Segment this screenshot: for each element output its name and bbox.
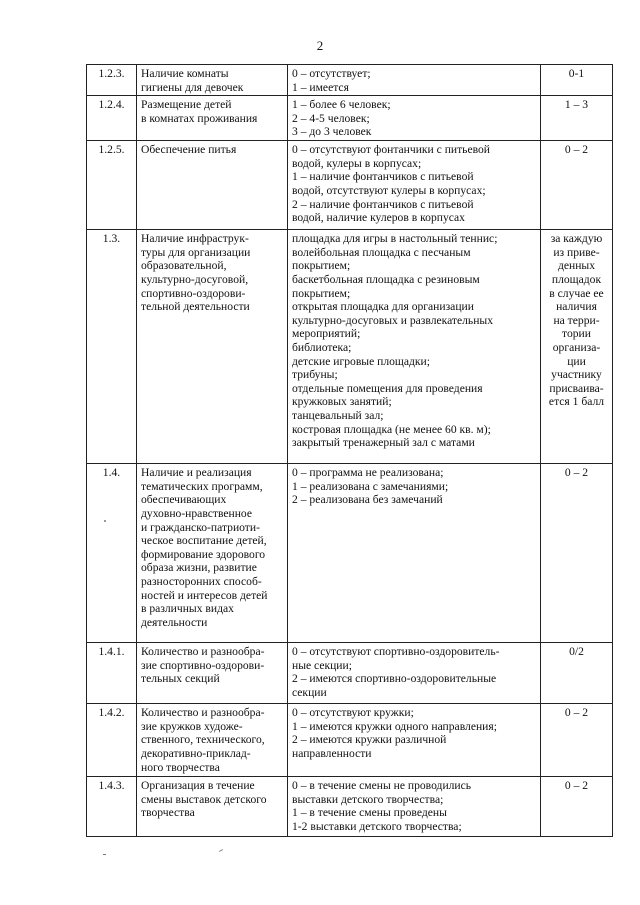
criterion-name-line: тематических программ, [141, 479, 263, 493]
table-row [87, 65, 613, 96]
criterion-score-line: в случае ее [549, 286, 604, 300]
criterion-description-line: водой, кулеры в корпусах; [292, 156, 422, 170]
criterion-description-line: 1 – наличие фонтанчиков с питьевой [292, 170, 474, 184]
criterion-score [541, 65, 613, 96]
criterion-name-line: спортивно-оздорови- [141, 286, 246, 300]
criterion-description-line: 2 – наличие фонтанчиков с питьевой [292, 197, 474, 211]
criterion-description-line: отдельные помещения для проведения [292, 381, 483, 395]
criterion-description-line: направленности [292, 746, 372, 760]
criterion-name-line: тельных секций [141, 672, 220, 686]
criterion-description-line: водой, отсутствуют кулеры в корпусах; [292, 183, 486, 197]
criterion-description [288, 704, 541, 777]
table-row [87, 230, 613, 464]
criterion-description-line: 1-2 выставки детского творчества; [292, 819, 462, 833]
criterion-score [541, 141, 613, 230]
table-row [87, 643, 613, 704]
criterion-number: 1.4.3. [87, 777, 137, 837]
table-row [87, 704, 613, 777]
criterion-name-line: зие кружков художе- [141, 719, 243, 733]
criterion-description-line: покрытием; [292, 286, 351, 300]
criterion-name-line: образа жизни, развитие [141, 561, 257, 575]
criterion-name-line: деятельности [141, 615, 208, 629]
criterion-score-line: наличия [556, 300, 597, 314]
criterion-description-line: закрытый тренажерный зал с матами [292, 436, 475, 450]
scan-speck [219, 849, 223, 852]
criterion-name [137, 65, 288, 96]
criterion-description [288, 643, 541, 704]
criterion-number: 1.3. [87, 230, 137, 464]
criterion-name-line: в комнатах проживания [141, 111, 258, 125]
criterion-description-line: выставки детского творчества; [292, 792, 444, 806]
criterion-number: 1.2.5. [87, 141, 137, 230]
scan-speck [103, 854, 106, 855]
criterion-description [288, 141, 541, 230]
criterion-description-line: 1 – имеются кружки одного направления; [292, 719, 497, 733]
criterion-score-line: на терри- [553, 313, 600, 327]
criterion-name-line: Наличие комнаты [141, 67, 229, 80]
criterion-description-line: танцевальный зал; [292, 408, 384, 422]
criterion-score-line: денных [557, 259, 596, 273]
criterion-description-line: костровая площадка (не менее 60 кв. м); [292, 422, 491, 436]
page-number: 2 [316, 38, 324, 53]
criterion-description-line: 3 – до 3 человек [292, 125, 372, 139]
criterion-name [137, 704, 288, 777]
criterion-name-line: разносторонних способ- [141, 574, 262, 588]
criterion-name-line: Наличие и реализация [141, 466, 252, 480]
criterion-name [137, 464, 288, 643]
criterion-name-line: обеспечивающих [141, 493, 227, 507]
criterion-name-line: формирование здорового [141, 547, 266, 561]
criterion-score-line: присваива- [549, 381, 604, 395]
criterion-description-line: мероприятий; [292, 327, 361, 341]
criterion-description-line: библиотека; [292, 340, 352, 354]
criterion-description-line: водой, наличие кулеров в корпусах [292, 211, 465, 225]
criterion-description-line: 0 – отсутствует; [292, 67, 371, 80]
criterion-name-line: тельной деятельности [141, 300, 250, 314]
criterion-description-line: 1 – имеется [292, 80, 349, 94]
criterion-description-line: 1 – в течение смены проведены [292, 806, 447, 820]
criterion-score-line: участнику [551, 368, 602, 382]
criterion-description-line: трибуны; [292, 368, 338, 382]
criterion-score [541, 704, 613, 777]
criterion-description-line: открытая площадка для организации [292, 300, 474, 314]
criteria-table [86, 64, 613, 837]
criterion-description-line: 1 – более 6 человек; [292, 98, 391, 112]
criterion-description-line: 2 – 4-5 человек; [292, 111, 370, 125]
criterion-number: 1.4. [87, 464, 137, 643]
scan-speck [104, 520, 106, 522]
criterion-description-line: 2 – имеются спортивно-оздоровительные [292, 672, 497, 686]
criterion-name-line: Количество и разнообра- [141, 645, 265, 659]
criterion-name-line: туры для организации [141, 245, 251, 259]
criterion-name [137, 141, 288, 230]
criterion-number: 1.2.4. [87, 96, 137, 141]
criterion-score-line: 0 – 2 [564, 466, 589, 480]
criterion-name-line: смены выставок детского [141, 792, 267, 806]
criterion-description-line: 0 – программа не реализована; [292, 466, 444, 480]
criterion-description-line: кружковых занятий; [292, 395, 392, 409]
criterion-name-line: в различных видах [141, 602, 234, 616]
criterion-score [541, 96, 613, 141]
criterion-name-line: гигиены для девочек [141, 80, 244, 94]
criterion-description-line: культурно-досуговых и развлекательных [292, 313, 494, 327]
criterion-description [288, 65, 541, 96]
criterion-description-line: 0 – отсутствуют фонтанчики с питьевой [292, 143, 490, 157]
criterion-name [137, 643, 288, 704]
criterion-number: 1.4.1. [87, 643, 137, 704]
criterion-description-line: ные секции; [292, 658, 352, 672]
table-row [87, 96, 613, 141]
criterion-score-line: за каждую [550, 232, 603, 246]
table-row [87, 777, 613, 837]
criterion-description [288, 230, 541, 464]
criterion-name [137, 777, 288, 837]
criterion-score-line: 0 – 2 [564, 143, 589, 157]
criterion-name [137, 230, 288, 464]
criterion-name [137, 96, 288, 141]
criterion-name-line: ного творчества [141, 760, 220, 774]
criterion-score-line: 0 – 2 [564, 779, 589, 793]
criterion-name-line: зие спортивно-оздорови- [141, 658, 265, 672]
table-row [87, 141, 613, 230]
criterion-name-line: Обеспечение питья [141, 143, 237, 157]
criterion-description-line: площадка для игры в настольный теннис; [292, 232, 498, 246]
criterion-score-line: ции [567, 354, 586, 368]
criterion-name-line: ческое воспитание детей, [141, 534, 267, 548]
criterion-score-line: тории [562, 327, 591, 341]
criterion-description-line: 0 – в течение смены не проводились [292, 779, 472, 793]
criterion-name-line: Наличие инфраструк- [141, 232, 249, 246]
criterion-description-line: 2 – имеются кружки различной [292, 733, 447, 747]
criterion-description [288, 777, 541, 837]
criterion-score-line: ется 1 балл [548, 395, 605, 409]
criterion-score [541, 230, 613, 464]
criterion-score [541, 464, 613, 643]
criterion-score [541, 643, 613, 704]
criterion-name-line: и гражданско-патриоти- [141, 520, 260, 534]
criterion-description-line: 1 – реализована с замечаниями; [292, 479, 449, 493]
criterion-name-line: декоративно-приклад- [141, 746, 251, 760]
criterion-score-line: 1 – 3 [564, 98, 589, 112]
criterion-name-line: Количество и разнообра- [141, 706, 265, 720]
criterion-description-line: покрытием; [292, 259, 351, 273]
criterion-name-line: Размещение детей [141, 98, 232, 112]
criterion-description-line: баскетбольная площадка с резиновым [292, 272, 480, 286]
criterion-description-line: 2 – реализована без замечаний [292, 493, 443, 507]
criterion-name-line: образовательной, [141, 259, 227, 273]
table-row [87, 464, 613, 643]
criterion-description [288, 96, 541, 141]
criterion-name-line: творчества [141, 806, 195, 820]
criterion-score-line: площадок [551, 272, 602, 286]
criterion-score [541, 777, 613, 837]
criterion-score-line: 0/2 [569, 645, 584, 659]
criterion-score-line: 0 – 2 [564, 706, 589, 720]
criterion-name-line: Организация в течение [141, 779, 255, 793]
criterion-score-line: из приве- [553, 245, 600, 259]
criterion-name-line: ственного, технического, [141, 733, 265, 747]
scan-marks [0, 850, 640, 860]
criterion-name-line: ностей и интересов детей [141, 588, 268, 602]
criterion-number: 1.2.3. [87, 65, 137, 96]
criterion-score-line: организа- [552, 340, 601, 354]
criterion-description-line: волейбольная площадка с песчаным [292, 245, 471, 259]
criterion-name-line: духовно-нравственное [141, 506, 252, 520]
criterion-description-line: секции [292, 685, 327, 699]
criterion-score-line: 0-1 [568, 67, 585, 80]
criterion-description-line: детские игровые площадки; [292, 354, 430, 368]
criterion-description-line: 0 – отсутствуют спортивно-оздоровитель- [292, 645, 500, 659]
criterion-description [288, 464, 541, 643]
criterion-name-line: культурно-досуговой, [141, 272, 249, 286]
criterion-number: 1.4.2. [87, 704, 137, 777]
criterion-description-line: 0 – отсутствуют кружки; [292, 706, 414, 720]
